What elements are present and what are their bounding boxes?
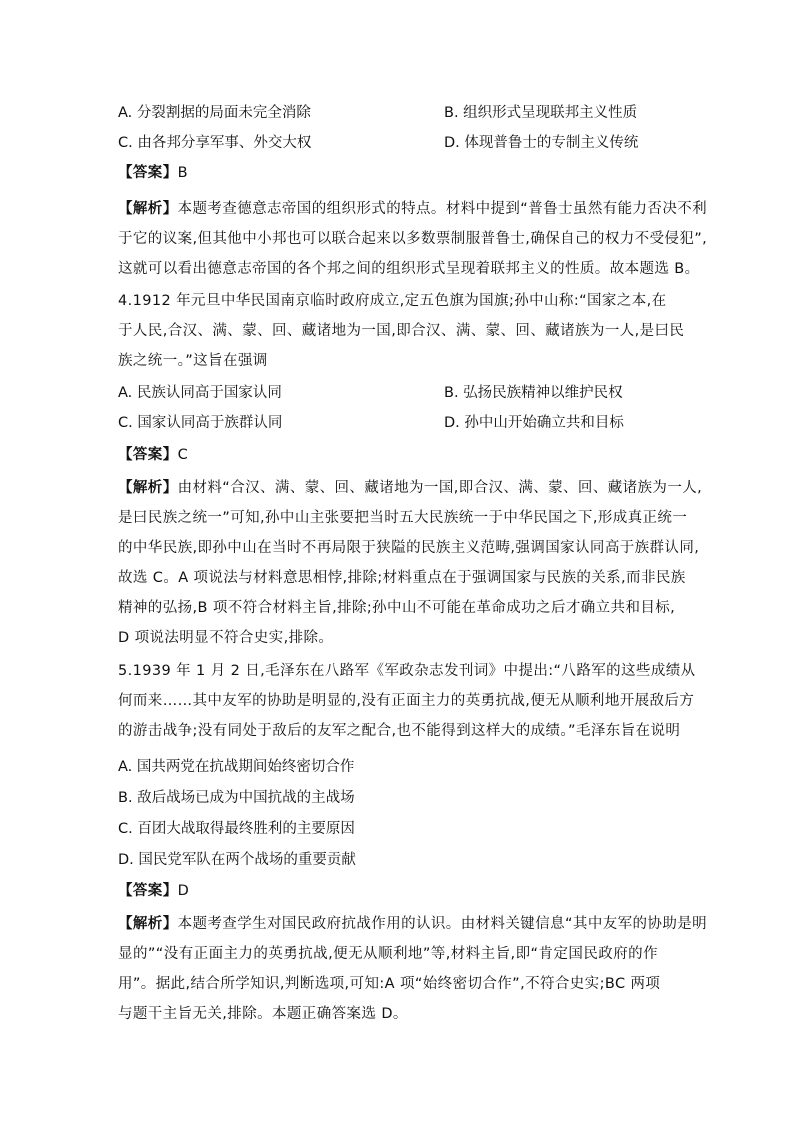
q5-stem-line: 5.1939 年 1 月 2 日,毛泽东在八路军《军政杂志发刊词》中提出:“八路军的这些成绩从 bbox=[118, 663, 696, 679]
q4-stem-line: 于人民,合汉、满、蒙、回、藏诸地为一国,即合汉、满、蒙、回、藏诸族为一人,是曰民 bbox=[118, 323, 685, 339]
q4-analysis-line: 精神的弘扬,B 项不符合材料主旨,排除;孙中山不可能在革命成功之后才确立共和目标, bbox=[118, 600, 676, 616]
q5-analysis-line: 用”。据此,结合所学知识,判断选项,可知:A 项“始终密切合作”,不符合史实;BC 两项 bbox=[118, 976, 661, 992]
answer-label: 【答案】 bbox=[118, 447, 178, 463]
q4-option-a: A. 民族认同高于国家认同 bbox=[118, 385, 282, 401]
q5-analysis-line: 与题干主旨无关,排除。本题正确答案选 D。 bbox=[118, 1006, 408, 1022]
q5-stem-line: 的游击战争;没有同处于敌后的友军之配合,也不能得到这样大的成绩。”毛泽东旨在说明 bbox=[118, 723, 681, 739]
answer-label: 【答案】 bbox=[118, 165, 178, 181]
q3-analysis-line: 【解析】本题考查德意志帝国的组织形式的特点。材料中提到“普鲁士虽然有能力否决不利 bbox=[118, 201, 708, 217]
q4-analysis-line: 故选 C。A 项说法与材料意思相悖,排除;材料重点在于强调国家与民族的关系,而非民族 bbox=[118, 570, 686, 586]
q5-analysis-line: 【解析】本题考查学生对国民政府抗战作用的认识。由材料关键信息“其中友军的协助是明 bbox=[118, 916, 708, 932]
q3-option-c: C. 由各邦分享军事、外交大权 bbox=[118, 135, 312, 151]
q4-analysis-line: D 项说法明显不符合史实,排除。 bbox=[118, 630, 334, 646]
q5-option-d: D. 国民党军队在两个战场的重要贡献 bbox=[118, 852, 356, 868]
q3-analysis-line: 于它的议案,但其他中小邦也可以联合起来以多数票制服普鲁士,确保自己的权力不受侵犯”, bbox=[118, 231, 708, 247]
q4-analysis-line: 的中华民族,即孙中山在当时不再局限于狭隘的民族主义范畴,强调国家认同高于族群认同, bbox=[118, 540, 700, 556]
q5-option-a: A. 国共两党在抗战期间始终密切合作 bbox=[118, 759, 355, 775]
q5-stem-line: 何而来……其中友军的协助是明显的,没有正面主力的英勇抗战,便无从顺利地开展敌后方 bbox=[118, 693, 695, 709]
analysis-label: 【解析】 bbox=[118, 480, 178, 496]
q5-option-c: C. 百团大战取得最终胜利的主要原因 bbox=[118, 821, 355, 837]
q5-analysis-line: 显的”“没有正面主力的英勇抗战,便无从顺利地”等,材料主旨,即“肯定国民政府的作 bbox=[118, 946, 658, 962]
q3-analysis-line: 这就可以看出德意志帝国的各个邦之间的组织形式呈现着联邦主义的性质。故本题选 B。 bbox=[118, 261, 700, 277]
q3-option-b: B. 组织形式呈现联邦主义性质 bbox=[444, 105, 638, 121]
analysis-label: 【解析】 bbox=[118, 201, 178, 217]
q4-option-d: D. 孙中山开始确立共和目标 bbox=[444, 415, 624, 431]
answer-value: B bbox=[177, 165, 188, 181]
q4-answer bbox=[118, 445, 658, 465]
q4-analysis-line: 【解析】由材料“合汉、满、蒙、回、藏诸地为一国,即合汉、满、蒙、回、藏诸族为一人, bbox=[118, 480, 703, 496]
q4-analysis-line: 是曰民族之统一”可知,孙中山主张要把当时五大民族统一于中华民国之下,形成真正统一 bbox=[118, 510, 688, 526]
analysis-label: 【解析】 bbox=[118, 916, 178, 932]
answer-value: C bbox=[177, 447, 189, 463]
answer-value: D bbox=[177, 883, 190, 899]
q3-option-a: A. 分裂割据的局面未完全消除 bbox=[118, 105, 311, 121]
answer-label: 【答案】 bbox=[118, 883, 178, 899]
q5-option-b: B. 敌后战场已成为中国抗战的主战场 bbox=[118, 790, 355, 806]
q4-option-c: C. 国家认同高于族群认同 bbox=[118, 415, 283, 431]
q4-stem-line: 族之统一。”这旨在强调 bbox=[118, 353, 268, 369]
q4-option-b: B. 弘扬民族精神以维护民权 bbox=[444, 385, 623, 401]
q3-option-d: D. 体现普鲁士的专制主义传统 bbox=[444, 135, 639, 151]
q4-stem-line: 4.1912 年元旦中华民国南京临时政府成立,定五色旗为国旗;孙中山称:“国家之本,在 bbox=[118, 293, 667, 309]
q3-answer bbox=[118, 163, 658, 183]
q5-answer bbox=[118, 881, 658, 901]
